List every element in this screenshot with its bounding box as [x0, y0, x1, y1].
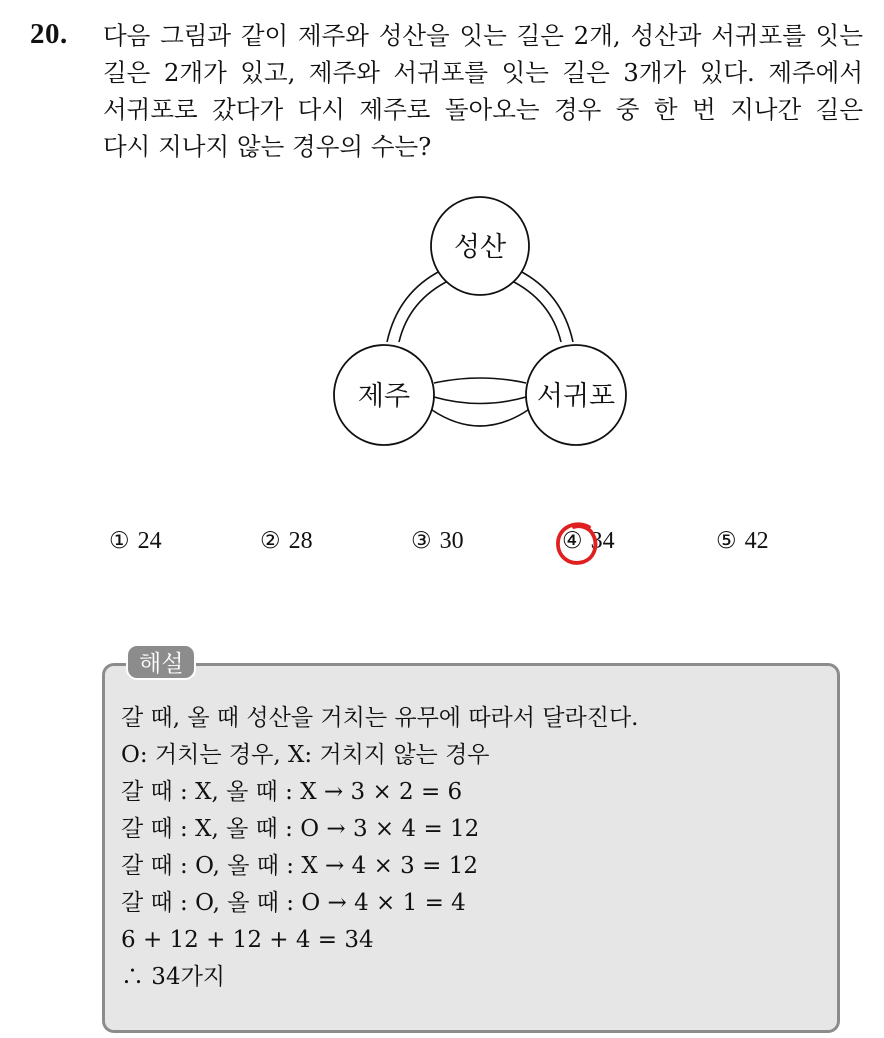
choice-mark: ②	[260, 528, 281, 554]
choice-5[interactable]	[716, 528, 769, 555]
solution-line: ∴ 34가지	[121, 964, 226, 990]
choice-2[interactable]	[260, 528, 313, 555]
solution-line: 갈 때, 올 때 성산을 거치는 유무에 따라서 달라진다.	[121, 705, 639, 731]
road-jeju-seongsan-2	[399, 280, 450, 342]
question-number: 20.	[30, 18, 68, 50]
choice-value: 34	[590, 528, 615, 554]
solution-line: 갈 때 : O, 올 때 : X → 4 × 3 = 12	[121, 853, 478, 879]
question-text	[103, 17, 863, 165]
choice-mark: ⑤	[716, 528, 737, 554]
road-diagram	[320, 190, 640, 460]
solution-line: 6 + 12 + 12 + 4 = 34	[121, 927, 374, 953]
road-seongsan-seogwipo-2	[510, 280, 561, 342]
question-line: 다시 지나지 않는 경우의 수는?	[103, 132, 432, 161]
solution-line: 갈 때 : X, 올 때 : X → 3 × 2 = 6	[121, 779, 463, 805]
solution-line: O: 거치는 경우, X: 거치지 않는 경우	[121, 742, 490, 768]
choice-value: 30	[439, 528, 464, 554]
road-jeju-seongsan-1	[387, 270, 442, 342]
answer-check-stroke	[558, 524, 596, 563]
choice-value: 24	[137, 528, 162, 554]
choice-value: 42	[744, 528, 769, 554]
road-jeju-seogwipo-2	[434, 397, 526, 404]
choice-mark: ①	[109, 528, 130, 554]
question-line: 길은 2개가 있고, 제주와 서귀포를 잇는 길은 3개가 있다. 제주에서	[103, 58, 863, 87]
road-seongsan-seogwipo-1	[518, 270, 573, 342]
solution-tab-label: 해설	[126, 644, 196, 680]
road-jeju-seogwipo-1	[434, 378, 526, 383]
choice-mark: ④	[562, 528, 583, 554]
answer-check-circle	[551, 518, 603, 570]
node-jeju-label: 제주	[357, 381, 411, 412]
road-jeju-seogwipo-3	[432, 410, 528, 426]
question-line: 서귀포로 갔다가 다시 제주로 돌아오는 경우 중 한 번 지나간 길은	[103, 95, 863, 124]
solution-line: 갈 때 : O, 올 때 : O → 4 × 1 = 4	[121, 890, 466, 916]
solution-lines	[121, 700, 638, 996]
node-seongsan-label: 성산	[453, 232, 507, 263]
question-line: 다음 그림과 같이 제주와 성산을 잇는 길은 2개, 성산과 서귀포를 잇는	[103, 21, 863, 50]
choice-3[interactable]	[411, 528, 464, 555]
node-seogwipo-label: 서귀포	[536, 381, 616, 412]
answer-choices	[0, 528, 884, 564]
solution-line: 갈 때 : X, 올 때 : O → 3 × 4 = 12	[121, 816, 480, 842]
choice-value: 28	[288, 528, 313, 554]
choice-1[interactable]	[109, 528, 162, 555]
choice-mark: ③	[411, 528, 432, 554]
